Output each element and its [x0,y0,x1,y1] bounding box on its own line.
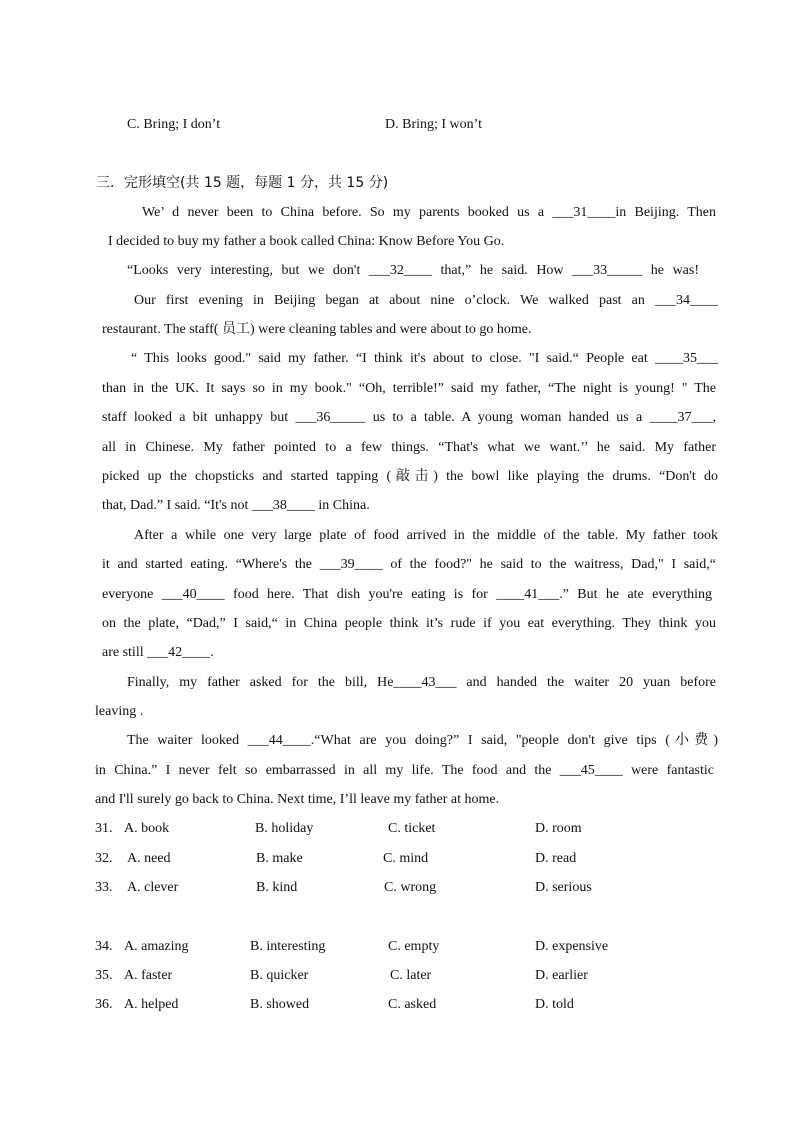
passage-line: “ This looks good." said my father. “I think it's about to close. "I said.“ People eat ____35___ [131,351,718,366]
passage-line: “Looks very interesting, but we don't ___32____ that,” he said. How ___33_____ he was! [127,263,699,278]
option-b: B. kind [256,880,298,895]
option-d: D. earlier [535,968,588,983]
option-c: C. asked [388,997,437,1012]
option-c: C. empty [388,939,440,954]
option-a: A. book [124,821,170,836]
passage-line: than in the UK. It says so in my book." “Oh, terrible!” said my father, “The night is young! " The [102,381,716,396]
option-b: B. showed [250,997,310,1012]
option-d: D. read [535,851,577,866]
section-title: 三．完形填空(共 15 题，每题 1 分，共 15 分) [96,175,389,191]
option-b: B. interesting [250,939,326,954]
option-c: C. ticket [388,821,436,836]
passage-line: everyone ___40____ food here. That dish you're eating is for ____41___.” But he ate everything [102,587,712,602]
option-d: D. serious [535,880,592,895]
question-number: 34. [95,939,113,954]
option-a: A. faster [124,968,173,983]
option-c: C. later [390,968,432,983]
prev-option-d: D. Bring; I won’t [385,117,482,132]
option-b: B. quicker [250,968,309,983]
passage-line: Finally, my father asked for the bill, He____43___ and handed the waiter 20 yuan before [127,675,716,690]
question-number: 33. [95,880,113,895]
passage-line: The waiter looked ___44____.“What are you doing?” I said, "people don't give tips (小费) [127,733,718,748]
option-d: D. told [535,997,574,1012]
passage-line: I decided to buy my father a book called China: Know Before You Go. [108,234,505,249]
question-number: 36. [95,997,113,1012]
option-a: A. clever [127,880,179,895]
passage-line: leaving . [95,704,144,719]
option-a: A. amazing [124,939,189,954]
passage-line: it and started eating. “Where's the ___39____ of the food?" he said to the waitress, Dad," I said,“ [102,557,716,572]
passage-line: picked up the chopsticks and started tapping (敲击) the bowl like playing the drums. “Don't do [102,469,718,484]
option-a: A. need [127,851,171,866]
option-a: A. helped [124,997,179,1012]
question-number: 35. [95,968,113,983]
option-d: D. room [535,821,582,836]
passage-line: that, Dad.” I said. “It's not ___38____ in China. [102,498,370,513]
passage-line: Our first evening in Beijing began at about nine o’clock. We walked past an ___34____ [134,293,718,308]
passage-line: all in Chinese. My father pointed to a few things. “That's what we want.’’ he said. My father [102,440,716,455]
passage-line: and I'll surely go back to China. Next time, I’ll leave my father at home. [95,792,500,807]
prev-option-c: C. Bring; I don’t [127,117,221,132]
passage-line: on the plate, “Dad,” I said,“ in China people think it’s rude if you eat everything. They think you [102,616,716,631]
passage-line: After a while one very large plate of food arrived in the middle of the table. My father took [134,528,718,543]
question-number: 31. [95,821,113,836]
option-d: D. expensive [535,939,609,954]
option-c: C. wrong [384,880,437,895]
question-number: 32. [95,851,113,866]
passage-line: We’ d never been to China before. So my parents booked us a ___31____in Beijing. Then [142,205,716,220]
option-b: B. holiday [255,821,314,836]
passage-line: are still ___42____. [102,645,214,660]
option-b: B. make [256,851,303,866]
passage-line: restaurant. The staff( 员工) were cleaning tables and were about to go home. [102,322,532,337]
passage-line: in China.” I never felt so embarrassed in all my life. The food and the ___45____ were fantastic [95,763,714,778]
option-c: C. mind [383,851,429,866]
passage-line: staff looked a bit unhappy but ___36_____ us to a table. A young woman handed us a ____37___, [102,410,716,425]
